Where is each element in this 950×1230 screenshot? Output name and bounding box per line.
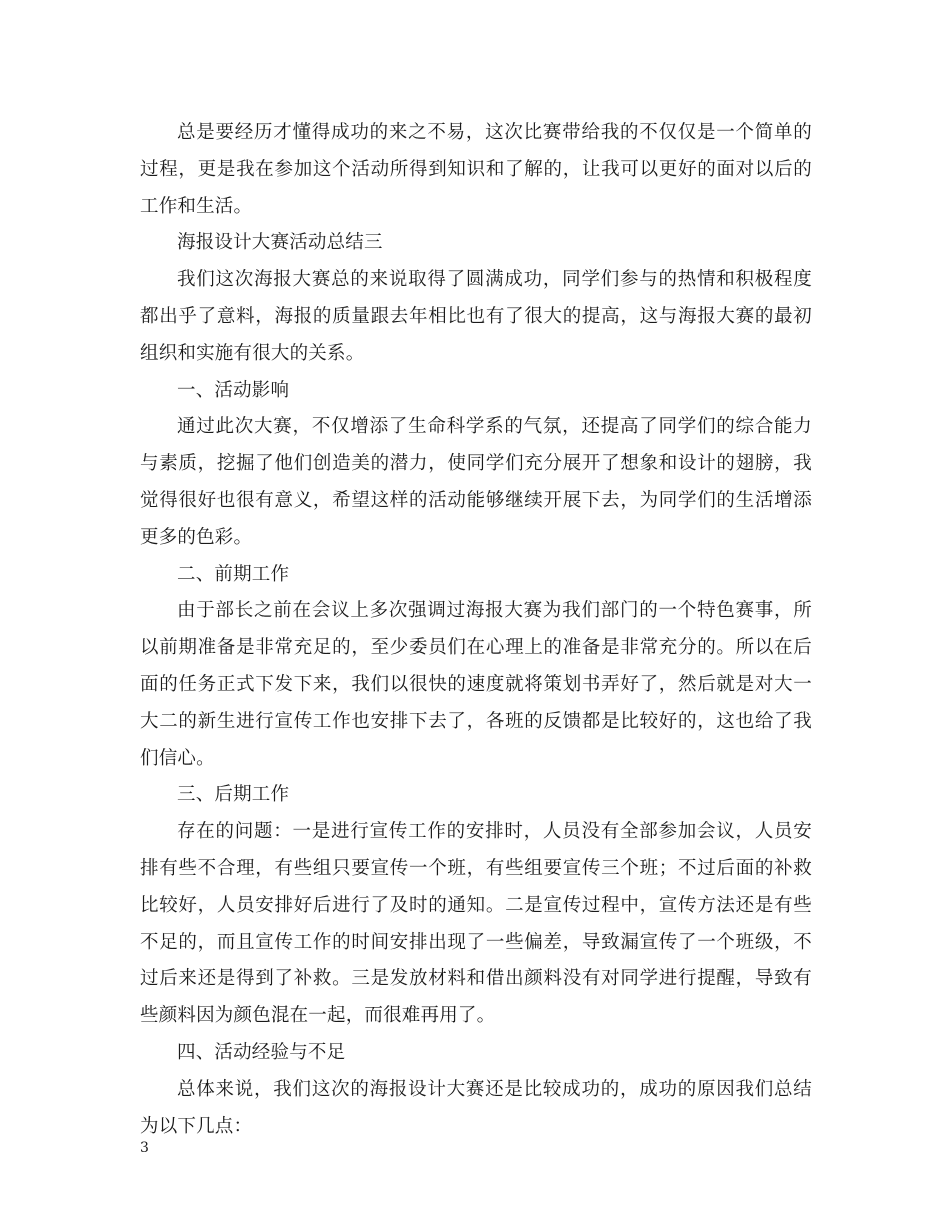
paragraph-summary: 总体来说，我们这次的海报设计大赛还是比较成功的，成功的原因我们总结为以下几点：	[140, 1078, 812, 1137]
section-title: 海报设计大赛活动总结三	[177, 232, 383, 254]
paragraph-intro: 我们这次海报大赛总的来说取得了圆满成功，同学们参与的热情和积极程度都出乎了意料，海报的质量跟去年相比也有了很大的提高，这与海报大赛的最初组织和实施有很大的关系。	[140, 269, 812, 364]
paragraph-later-work: 存在的问题：一是进行宣传工作的安排时，人员没有全部参加会议，人员安排有些不合理，有些组只要宣传一个班，有些组要宣传三个班；不过后面的补救比较好，人员安排好后进行了及时的通知。二是宣传过程中，宣传方法还是有些不足的，而且宣传工作的时间安排出现了一些偏差，导致漏宣传了一个班级，不过后来还是得到了补救。三是发放材料和借出颜料没有对同学进行提醒，导致有些颜料因为颜色混在一起，而很难再用了。	[140, 821, 812, 1027]
heading-later-work: 三、后期工作	[177, 784, 290, 806]
paragraph-activity-impact: 通过此次大赛，不仅增添了生命科学系的气氛，还提高了同学们的综合能力与素质，挖掘了他们创造美的潜力，使同学们充分展开了想象和设计的翅膀，我觉得很好也很有意义，希望这样的活动能够继续开展下去，为同学们的生活增添更多的色彩。	[140, 416, 812, 548]
heading-preliminary-work: 二、前期工作	[177, 563, 290, 585]
heading-activity-impact: 一、活动影响	[177, 379, 290, 401]
paragraph-preliminary-work: 由于部长之前在会议上多次强调过海报大赛为我们部门的一个特色赛事，所以前期准备是非常充足的，至少委员们在心理上的准备是非常充分的。所以在后面的任务正式下发下来，我们以很快的速度就将策划书弄好了，然后就是对大一大二的新生进行宣传工作也安排下去了，各班的反馈都是比较好的，这也给了我们信心。	[140, 600, 812, 769]
paragraph-conclusion: 总是要经历才懂得成功的来之不易，这次比赛带给我的不仅仅是一个简单的过程，更是我在参加这个活动所得到知识和了解的，让我可以更好的面对以后的工作和生活。	[140, 122, 812, 217]
document-body	[140, 115, 812, 1145]
heading-experience-shortcomings: 四、活动经验与不足	[177, 1041, 346, 1063]
page-number: 3	[140, 1140, 149, 1156]
